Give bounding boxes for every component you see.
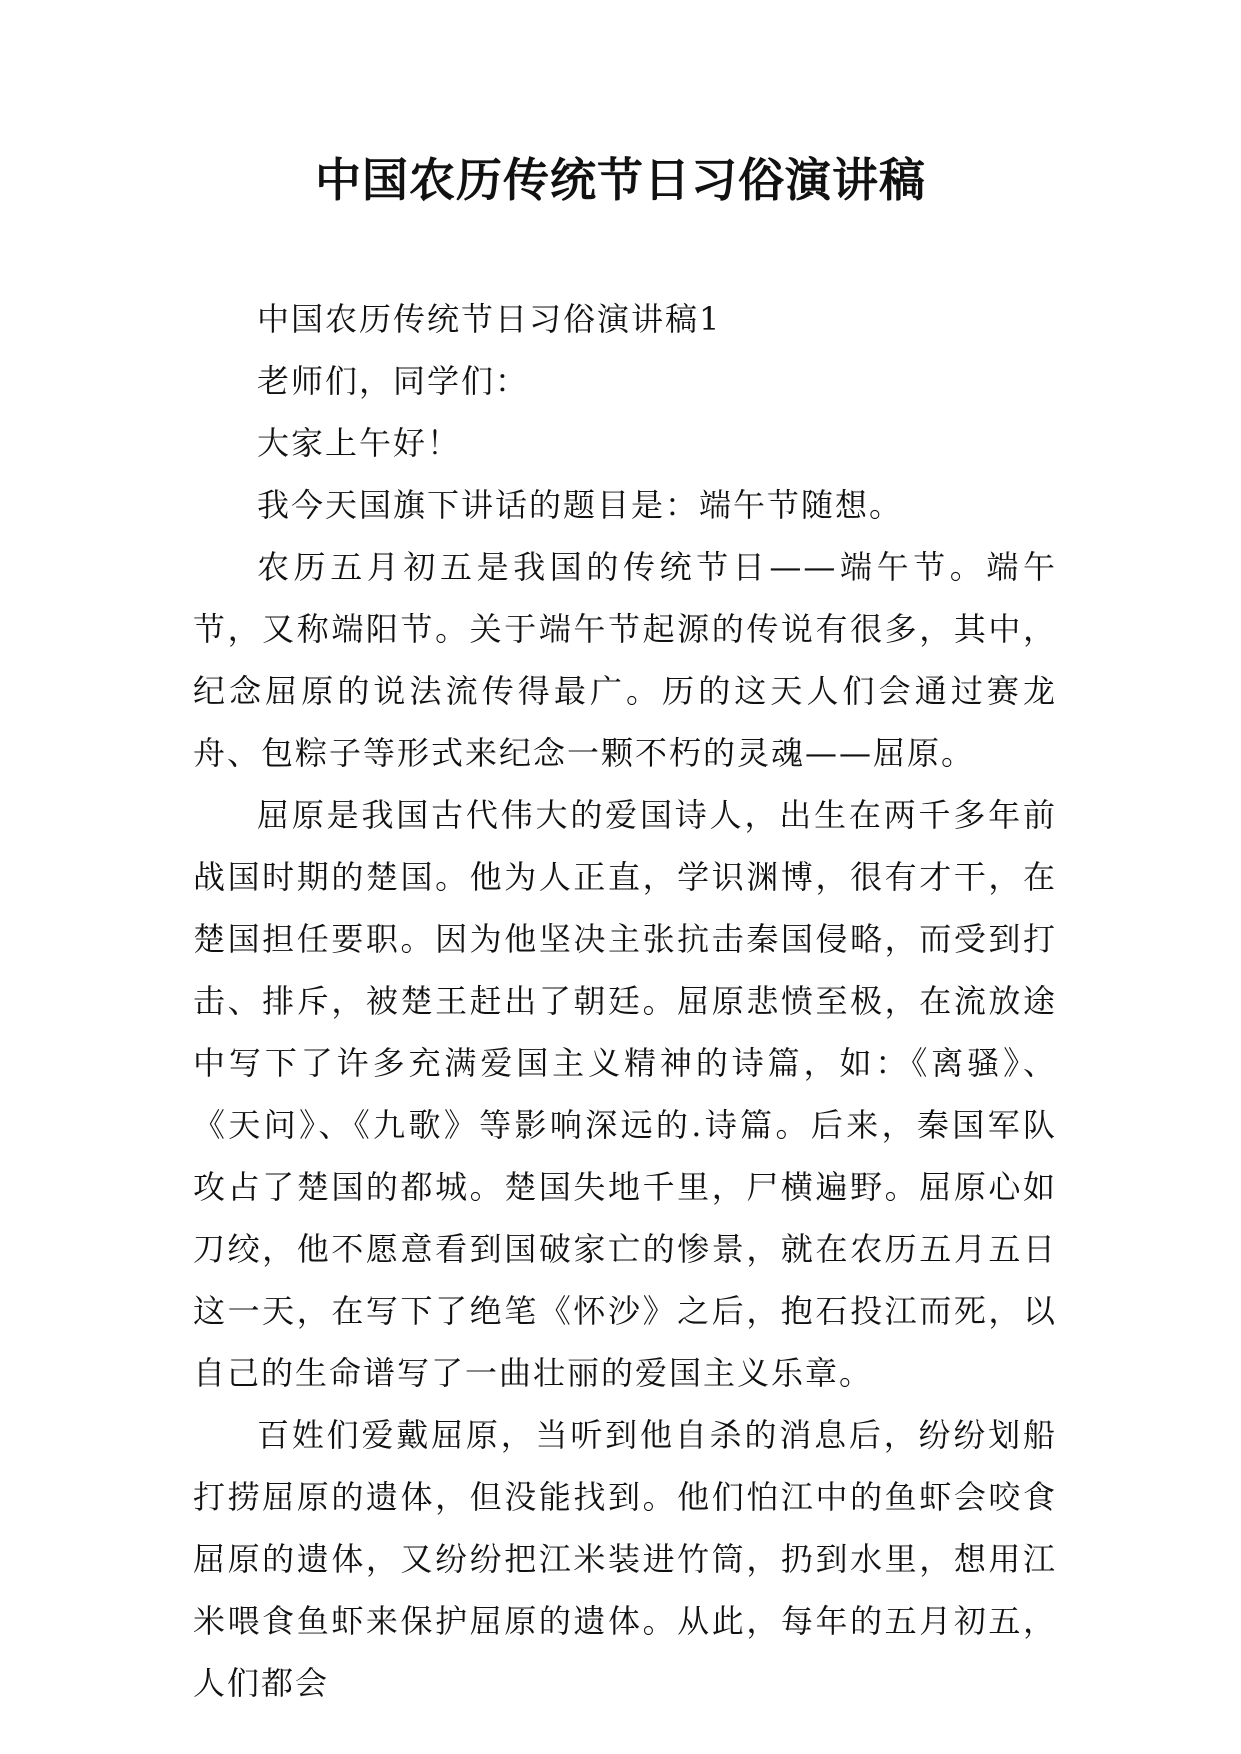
paragraph-greeting: 大家上午好！ (257, 424, 462, 462)
paragraph-people-honor-qu-yuan: 百姓们爱戴屈原，当听到他自杀的消息后，纷纷划船打捞屈原的遗体，但没能找到。他们怕江中的鱼虾会咬食屈原的遗体，又纷纷把江米装进竹筒，扔到水里，想用江米喂食鱼虾来保护屈原的遗体。从此，每年的五月初五，人们都会 (193, 1416, 1057, 1702)
paragraph-salutation: 老师们，同学们： (257, 362, 530, 400)
paragraph-topic: 我今天国旗下讲话的题目是：端午节随想。 (257, 486, 904, 524)
document-title: 中国农历传统节日习俗演讲稿 (315, 153, 926, 207)
document-body (193, 288, 1057, 1714)
paragraph-qu-yuan: 屈原是我国古代伟大的爱国诗人，出生在两千多年前战国时期的楚国。他为人正直，学识渊博，很有才干，在楚国担任要职。因为他坚决主张抗击秦国侵略，而受到打击、排斥，被楚王赶出了朝廷。屈原悲愤至极，在流放途中写下了许多充满爱国主义精神的诗篇，如：《离骚》、《天问》、《九歌》等影响深远的.诗篇。后来，秦国军队攻占了楚国的都城。楚国失地千里，尸横遍野。屈原心如刀绞，他不愿意看到国破家亡的惨景，就在农历五月五日这一天，在写下了绝笔《怀沙》之后，抱石投江而死，以自己的生命谱写了一曲壮丽的爱国主义乐章。 (193, 796, 1057, 1392)
paragraph-dragon-boat-festival: 农历五月初五是我国的传统节日——端午节。端午节，又称端阳节。关于端午节起源的传说有很多，其中，纪念屈原的说法流传得最广。历的这天人们会通过赛龙舟、包粽子等形式来纪念一颗不朽的灵魂——屈原。 (193, 548, 1057, 772)
paragraph-heading: 中国农历传统节日习俗演讲稿1 (257, 300, 722, 338)
